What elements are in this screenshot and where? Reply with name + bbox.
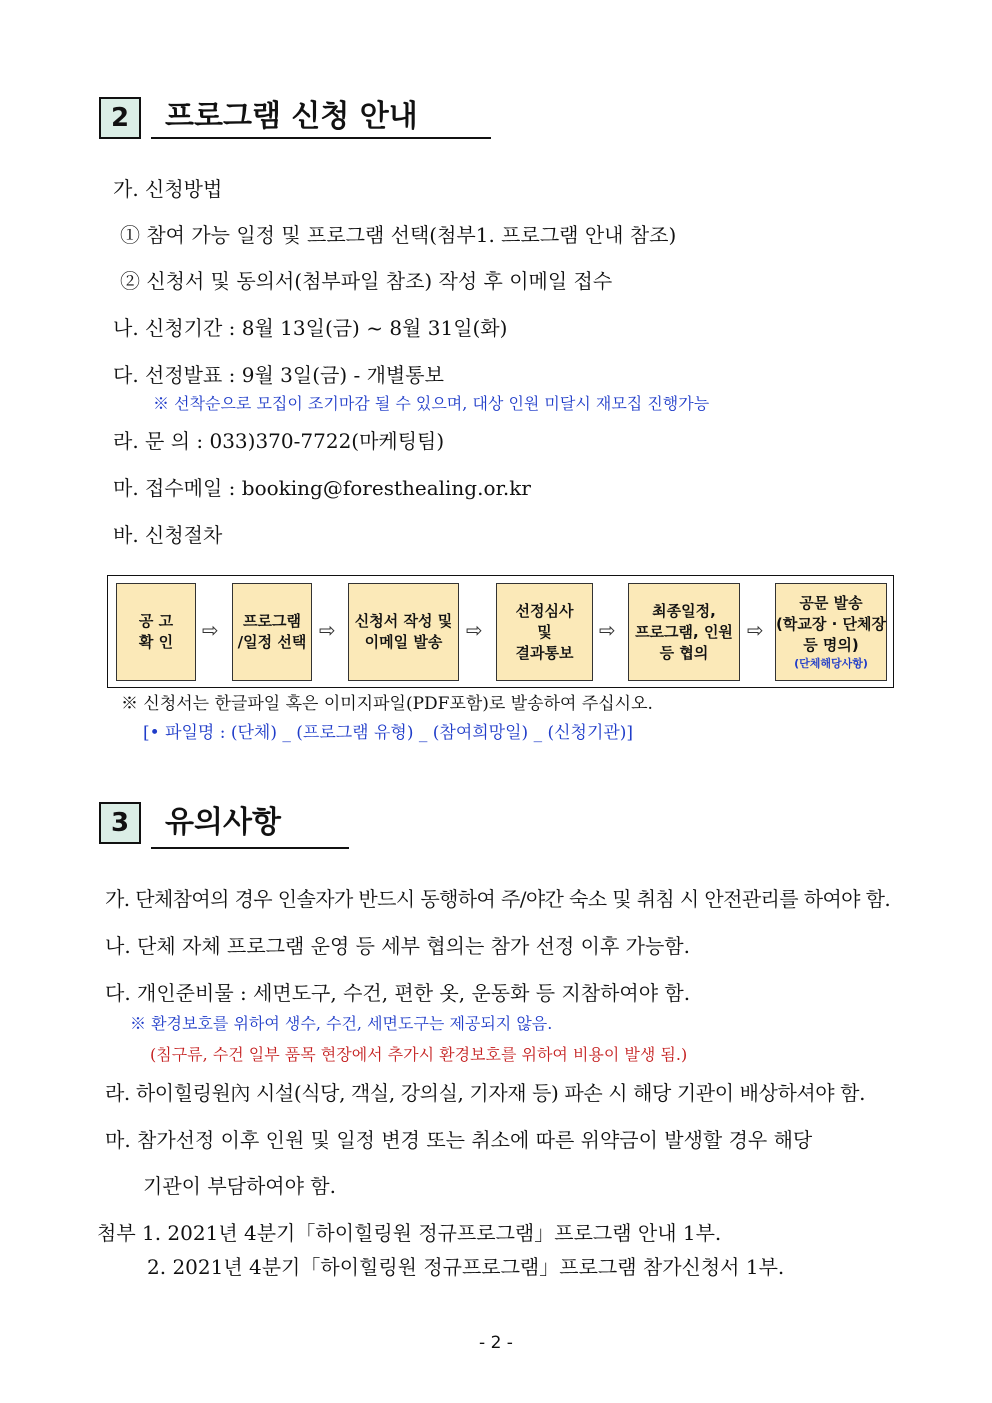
environment-fee-note: (침구류, 수건 일부 품목 현장에서 추가시 환경보호를 위하여 비용이 발생 됨.)	[150, 1045, 688, 1064]
flow-arrow-icon: ⇨	[747, 618, 764, 642]
application-period: 나. 신청기간 : 8월 13일(금) ~ 8월 31일(화)	[113, 316, 508, 340]
flow-step-program-select: 프로그램 /일정 선택	[232, 583, 312, 681]
environment-note: ※ 환경보호를 위하여 생수, 수건, 세면도구는 제공되지 않음.	[130, 1014, 553, 1033]
announcement-note: ※ 선착순으로 모집이 조기마감 될 수 있으며, 대상 인원 미달시 재모집 진행가능	[153, 394, 710, 413]
notice-item-ma-continued: 기관이 부담하여야 함.	[143, 1174, 336, 1198]
page-number: - 2 -	[479, 1333, 513, 1353]
section-number: 3	[110, 808, 130, 838]
attachment-line-2: 2. 2021년 4분기「하이힐링원 정규프로그램」프로그램 참가신청서 1부.	[147, 1255, 785, 1279]
method-step-1: ① 참여 가능 일정 및 프로그램 선택(첨부1. 프로그램 안내 참조)	[120, 223, 677, 247]
attachment-line-1: 첨부 1. 2021년 4분기「하이힐링원 정규프로그램」프로그램 안내 1부.	[97, 1221, 722, 1245]
section-number-badge	[99, 802, 141, 844]
flow-step-official-letter-sub: (단체해당사항)	[794, 656, 868, 670]
submission-email: 마. 접수메일 : booking@foresthealing.or.kr	[113, 476, 531, 500]
notice-item-ma: 마. 참가선정 이후 인원 및 일정 변경 또는 취소에 따른 위약금이 발생할 경우 해당	[105, 1128, 813, 1152]
notice-item-da: 다. 개인준비물 : 세면도구, 수건, 편한 옷, 운동화 등 지참하여야 함.	[105, 981, 691, 1005]
flow-arrow-icon: ⇨	[202, 618, 219, 642]
flow-step-official-letter	[775, 583, 887, 681]
selection-announcement: 다. 선정발표 : 9월 3일(금) - 개별통보	[113, 363, 444, 387]
flow-step-announcement: 공 고 확 인	[116, 583, 196, 681]
flow-step-final-arrangement: 최종일정, 프로그램, 인원 등 협의	[628, 583, 740, 681]
flow-arrow-icon: ⇨	[599, 618, 616, 642]
file-name-note: [• 파일명 : (단체) _ (프로그램 유형) _ (참여희망일) _ (신청기관)]	[143, 723, 634, 743]
section-title: 유의사항	[165, 805, 281, 840]
flow-step-review: 선정심사 및 결과통보	[496, 583, 593, 681]
section-title-underline	[151, 137, 491, 139]
section-title: 프로그램 신청 안내	[165, 99, 418, 134]
method-heading: 가. 신청방법	[113, 177, 223, 201]
method-step-2: ② 신청서 및 동의서(첨부파일 참조) 작성 후 이메일 접수	[120, 269, 613, 293]
notice-item-ra: 라. 하이힐링원內 시설(식당, 객실, 강의실, 기자재 등) 파손 시 해당 기관이 배상하셔야 함.	[105, 1081, 866, 1105]
contact-info: 라. 문 의 : 033)370-7722(마케팅팀)	[113, 429, 445, 453]
flow-step-application: 신청서 작성 및 이메일 발송	[348, 583, 459, 681]
section-number-badge	[99, 97, 141, 139]
section-title-underline	[151, 847, 349, 849]
file-format-note: ※ 신청서는 한글파일 혹은 이미지파일(PDF포함)로 발송하여 주십시오.	[121, 694, 653, 714]
flow-step-official-letter-label: 공문 발송 (학교장 · 단체장 등 명의)	[776, 593, 886, 654]
flow-arrow-icon: ⇨	[319, 618, 336, 642]
notice-item-na: 나. 단체 자체 프로그램 운영 등 세부 협의는 참가 선정 이후 가능함.	[105, 934, 690, 958]
procedure-heading: 바. 신청절차	[113, 523, 223, 547]
notice-item-ga: 가. 단체참여의 경우 인솔자가 반드시 동행하여 주/야간 숙소 및 취침 시 안전관리를 하여야 함.	[105, 887, 891, 911]
flow-arrow-icon: ⇨	[466, 618, 483, 642]
section-number: 2	[110, 103, 130, 133]
